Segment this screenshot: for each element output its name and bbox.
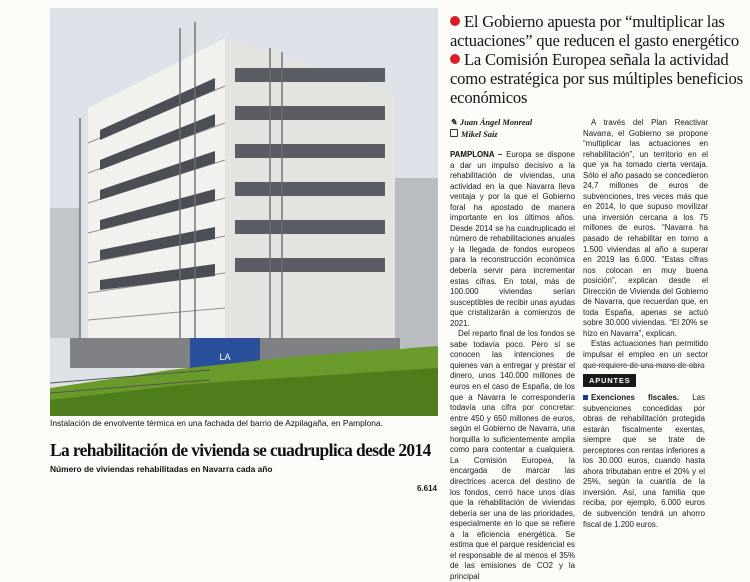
article-subheads [450, 12, 745, 107]
apuntes-box [583, 365, 705, 529]
square-bullet-icon [583, 395, 588, 400]
banner-text: LA [219, 352, 231, 362]
paragraph: Del reparto final de los fondos se sabe todavía poco. Pero sí se conocen las intenciones de quienes van a entregar y prestar el dinero, unos 140.000 millones de euros en el caso de España, de los que a Navarra le correspondería todavía una cifra por concretar: entre 450 y 650 millones de euros, según el Gobierno de Navarra, una horquilla lo suficientemente amplia como para contentar a cualquiera. La Comisión Europea, la encargada de marcar las directrices acerca del destino de los fondos, cerró hace unos días que la rehabilitación de viviendas debería ser una de las prioridades, especialmente en lo que se refiere a la eficiencia energética. Se estima que el parque residencial es el responsable de al menos el 35% de las emisiones de CO2 y la principal [450, 329, 575, 581]
apuntes-item-title: Exenciones fiscales. [591, 393, 680, 402]
dateline: PAMPLONA – [450, 150, 503, 159]
apuntes-item-text: Las subvenciones concedidas por obras de rehabilitación protegida estarán fiscalmente exentas, siempre que se trate de perceptores con rentas inferiores a los 30.000 euros, cuando hasta ahora tributaban entre el 20% y el 25%, según la cuantía de la inversión. Así, una familia que reciba, por ejemplo, 6.000 euros de subvención tendrá un ahorro fiscal de 1.200 euros. [583, 393, 705, 529]
pen-icon: ✎ [450, 118, 458, 127]
paragraph: PAMPLONA – Europa se dispone a dar un impulso decisivo a la rehabilitación de viviendas, una actividad en la que Navarra lleva ventaja y por la que el Gobierno foral ha apostado de manera importante en los últimos años. Desde 2014 se ha cuadruplicado el número de rehabilitaciones anuales y la llegada de fondos europeos para la reconstrucción económica debería servir para incrementar estas cifras. En total, más de 100.000 viviendas serían susceptibles de recibir unas ayudas que cristalizarán a comienzos de 2021. [450, 150, 576, 328]
camera-icon [450, 129, 458, 137]
byline [450, 118, 575, 140]
graphic-title: La rehabilitación de vivienda se cuadruplica desde 2014 [50, 440, 431, 460]
article-photo [50, 8, 438, 416]
paragraph: Estas actuaciones han permitido impulsar el empleo en un sector que requiere de una mano de obra [583, 339, 708, 370]
byline-photographer: Mikel Saiz [450, 129, 575, 141]
red-bullet-icon [450, 16, 460, 26]
article-column-2 [583, 118, 708, 371]
photo-caption: Instalación de envolvente térmica en una fachada del barrio de Azpilagaña, en Pamplona. [50, 418, 383, 428]
subhead-2: La Comisión Europea señala la actividad como estratégica por sus múltiples beneficios económicos [450, 50, 743, 107]
article-column-1 [450, 150, 575, 582]
apuntes-label: APUNTES [583, 374, 636, 387]
subhead-1: El Gobierno apuesta por “multiplicar las actuaciones” que reducen el gasto energético [450, 12, 739, 50]
paragraph: A través del Plan Reactivar Navarra, el Gobierno se propone “multiplicar las actuaciones en rehabilitación”, un territorio en el que ya ha tomado cierta ventaja. Sólo el año pasado se concedieron 24,7 millones de euros de subvenciones, tres veces más que en 2014, lo que supuso movilizar una inversión cercana a los 75 millones de euros. “Navarra ha pasado de rehabilitar en torno a 1.500 viviendas al año a superar en 2019 las 6.000. “Estas cifras nos colocan en muy buena posición”, explican desde el Dirección de Vivienda del Gobierno de Navarra, que recuerdan que, en toda España, apenas se actuó sobre 30.000 viviendas. “El 20% se hizo en Navarra”, explican. [583, 118, 708, 338]
apuntes-item [583, 393, 705, 530]
graphic-value-label: 6.614 [416, 484, 437, 493]
red-bullet-icon [450, 54, 460, 64]
building-illustration [50, 8, 438, 416]
byline-author: ✎ Juan Ángel Monreal [450, 118, 533, 127]
graphic-subtitle: Número de viviendas rehabilitadas en Navarra cada año [50, 464, 273, 474]
